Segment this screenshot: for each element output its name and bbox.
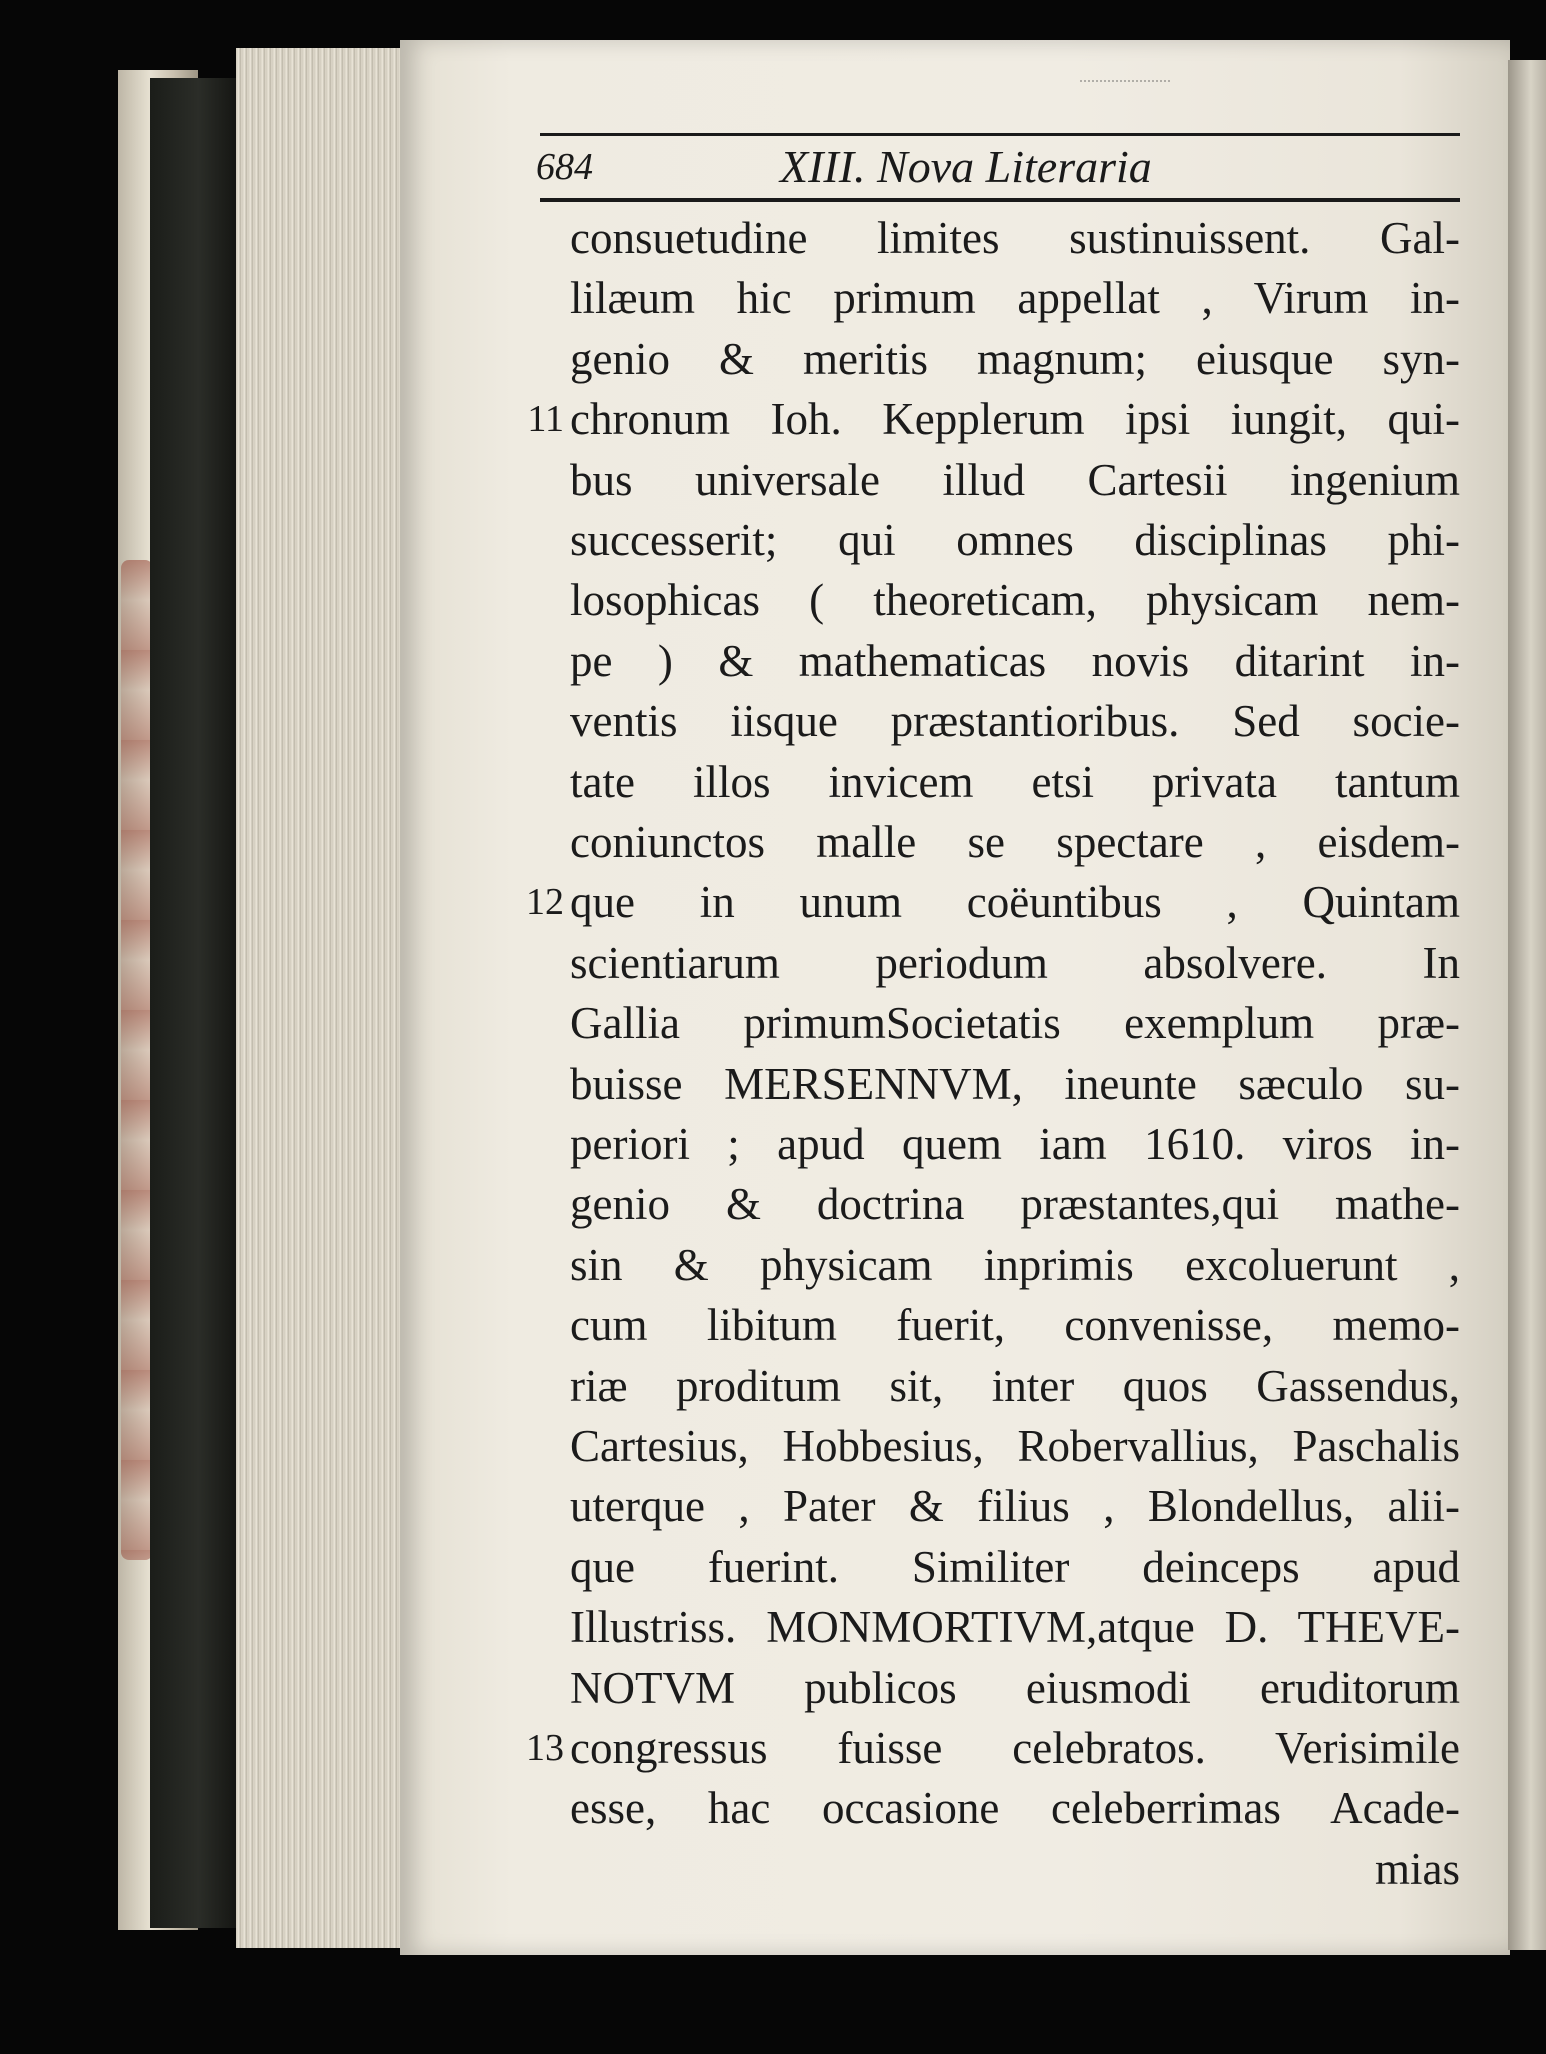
text-line: periori ; apud quem iam 1610. viros in-	[570, 1119, 1460, 1169]
text-line: consuetudine limites sustinuissent. Gal-	[570, 213, 1460, 263]
text-line: esse, hac occasione celeberrimas Acade-	[570, 1783, 1460, 1834]
text-line: cum libitum fuerit, convenisse, memo-	[570, 1300, 1460, 1351]
text-line: riæ proditum sit, inter quos Gassendus,	[570, 1360, 1460, 1411]
margin-number: 13	[526, 1727, 564, 1769]
text-line: sin & physicam inprimis excoluerunt ,	[570, 1239, 1460, 1290]
text-line: Illustriss. MONMORTIVM,atque D. THEVE-	[570, 1602, 1460, 1653]
text-line: congressus fuisse celebratos. Verisimile	[570, 1723, 1460, 1773]
page-number: 684	[536, 146, 593, 188]
text-line: Gallia primumSocietatis exemplum præ-	[570, 998, 1460, 1049]
book-cover-edge	[150, 78, 238, 1928]
text-line: buisse MERSENNVM, ineunte sæculo su-	[570, 1058, 1460, 1109]
text-line: tate illos invicem etsi privata tantum	[570, 756, 1460, 807]
margin-number: 12	[526, 881, 564, 924]
text-line: losophicas ( theoreticam, physicam nem-	[570, 575, 1460, 626]
text-line: que fuerint. Similiter deinceps apud	[570, 1541, 1460, 1592]
faint-mark	[1080, 60, 1170, 82]
text-line: Cartesius, Hobbesius, Robervallius, Paschalis	[570, 1421, 1460, 1471]
text-line: lilæum hic primum appellat , Virum in-	[570, 273, 1460, 324]
text-line: ventis iisque præstantioribus. Sed socie-	[570, 696, 1460, 747]
text-line: coniunctos malle se spectare , eisdem-	[570, 817, 1460, 867]
facing-page-edge	[1508, 60, 1546, 1950]
fore-edge-stain	[121, 560, 153, 1560]
header-rule-bottom	[540, 198, 1460, 202]
page-block-edges	[236, 48, 411, 1948]
text-line: chronum Ioh. Kepplerum ipsi iungit, qui-	[570, 394, 1460, 445]
text-line: que in unum coëuntibus , Quintam	[570, 877, 1460, 928]
text-line: scientiarum periodum absolvere. In	[570, 937, 1460, 988]
running-title: XIII. Nova Literaria	[780, 141, 1152, 192]
text-line: uterque , Pater & filius , Blondellus, alii-	[570, 1481, 1460, 1532]
text-line: successerit; qui omnes disciplinas phi-	[570, 515, 1460, 565]
text-line: genio & meritis magnum; eiusque syn-	[570, 333, 1460, 384]
header-rule-top	[540, 133, 1460, 136]
text-line: pe ) & mathematicas novis ditarint in-	[570, 635, 1460, 686]
text-line: bus universale illud Cartesii ingenium	[570, 454, 1460, 505]
margin-number: 11	[527, 398, 564, 441]
text-line: genio & doctrina præstantes,qui mathe-	[570, 1179, 1460, 1230]
text-line: mias	[1375, 1843, 1460, 1894]
text-line: NOTVM publicos eiusmodi eruditorum	[570, 1662, 1460, 1713]
